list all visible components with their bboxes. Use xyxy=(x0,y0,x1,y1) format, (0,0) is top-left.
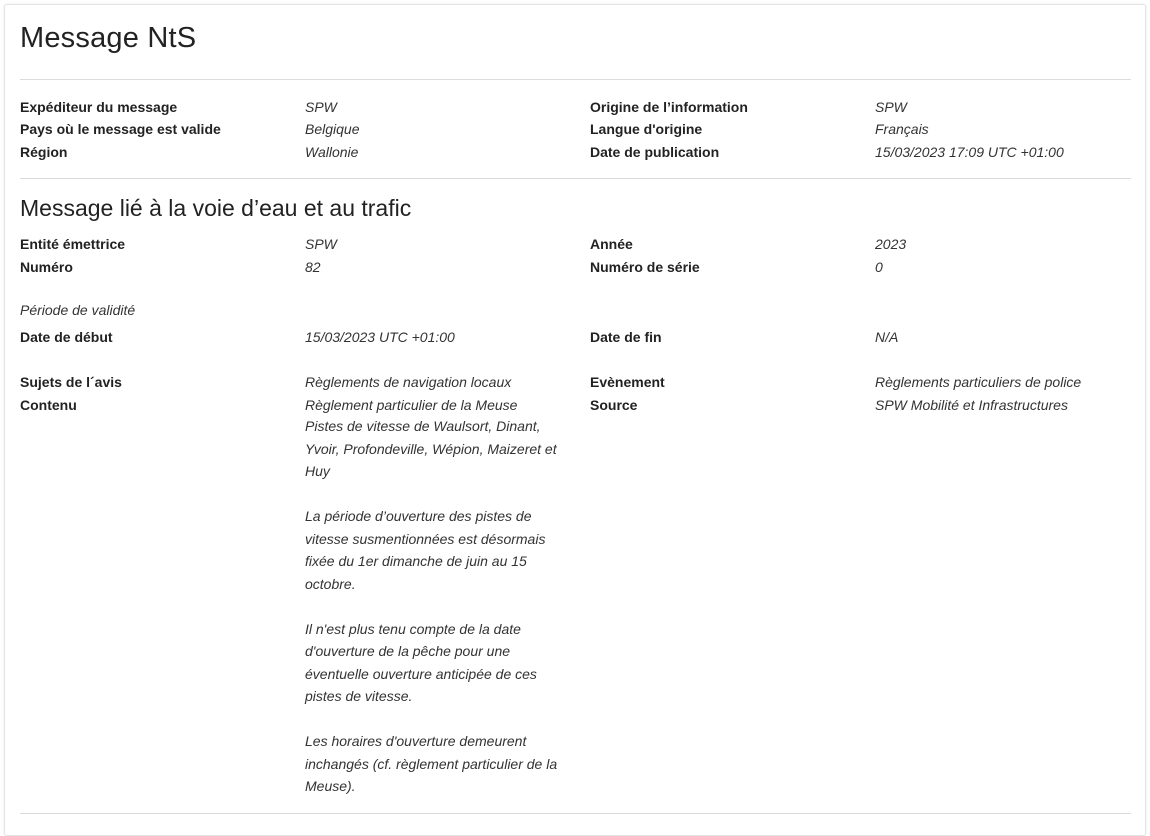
content-paragraph: Pistes de vitesse de Waulsort, Dinant, Yvoir, Profondeville, Wépion, Maizeret et Huy xyxy=(305,418,557,479)
validity-period-caption: Période de validité xyxy=(20,302,136,318)
event-value: Règlements particuliers de police xyxy=(875,374,1082,390)
publication-date-value: 15/03/2023 17:09 UTC +01:00 xyxy=(875,144,1064,160)
start-date-label: Date de début xyxy=(20,329,113,345)
content-body xyxy=(305,415,560,798)
issuer-value: SPW xyxy=(305,236,337,252)
divider xyxy=(20,178,1131,179)
origin-value: SPW xyxy=(875,99,907,115)
country-value: Belgique xyxy=(305,121,360,137)
language-label: Langue d'origine xyxy=(590,121,703,137)
section-title: Message lié à la voie d’eau et au trafic xyxy=(20,195,412,221)
content-heading: Règlement particulier de la Meuse xyxy=(305,397,518,413)
serial-number-value: 0 xyxy=(875,259,883,275)
end-date-label: Date de fin xyxy=(590,329,662,345)
divider xyxy=(20,813,1131,814)
subjects-value: Règlements de navigation locaux xyxy=(305,374,512,390)
page-title: Message NtS xyxy=(20,22,197,54)
sender-label: Expéditeur du message xyxy=(20,99,178,115)
subjects-label: Sujets de l´avis xyxy=(20,374,122,390)
publication-date-label: Date de publication xyxy=(590,144,720,160)
number-value: 82 xyxy=(305,259,321,275)
event-label: Evènement xyxy=(590,374,665,390)
serial-number-label: Numéro de série xyxy=(590,259,700,275)
content-paragraph: La période d’ouverture des pistes de vitesse susmentionnées est désormais fixée du 1er dimanche de juin au 15 octobre. xyxy=(305,508,546,592)
content-paragraph: Les horaires d'ouverture demeurent inchangés (cf. règlement particulier de la Meuse). xyxy=(305,733,558,794)
language-value: Français xyxy=(875,121,929,137)
number-label: Numéro xyxy=(20,259,73,275)
region-value: Wallonie xyxy=(305,144,359,160)
source-value: SPW Mobilité et Infrastructures xyxy=(875,397,1068,413)
sender-value: SPW xyxy=(305,99,337,115)
divider xyxy=(20,79,1131,80)
end-date-value: N/A xyxy=(875,329,899,345)
year-label: Année xyxy=(590,236,633,252)
region-label: Région xyxy=(20,144,68,160)
source-label: Source xyxy=(590,397,638,413)
start-date-value: 15/03/2023 UTC +01:00 xyxy=(305,329,455,345)
content-label: Contenu xyxy=(20,397,77,413)
year-value: 2023 xyxy=(875,236,907,252)
origin-label: Origine de l’information xyxy=(590,99,748,115)
country-label: Pays où le message est valide xyxy=(20,121,221,137)
issuer-label: Entité émettrice xyxy=(20,236,126,252)
content-paragraph: Il n'est plus tenu compte de la date d'ouverture de la pêche pour une éventuelle ouverture anticipée de ces pistes de vitesse. xyxy=(305,620,537,704)
